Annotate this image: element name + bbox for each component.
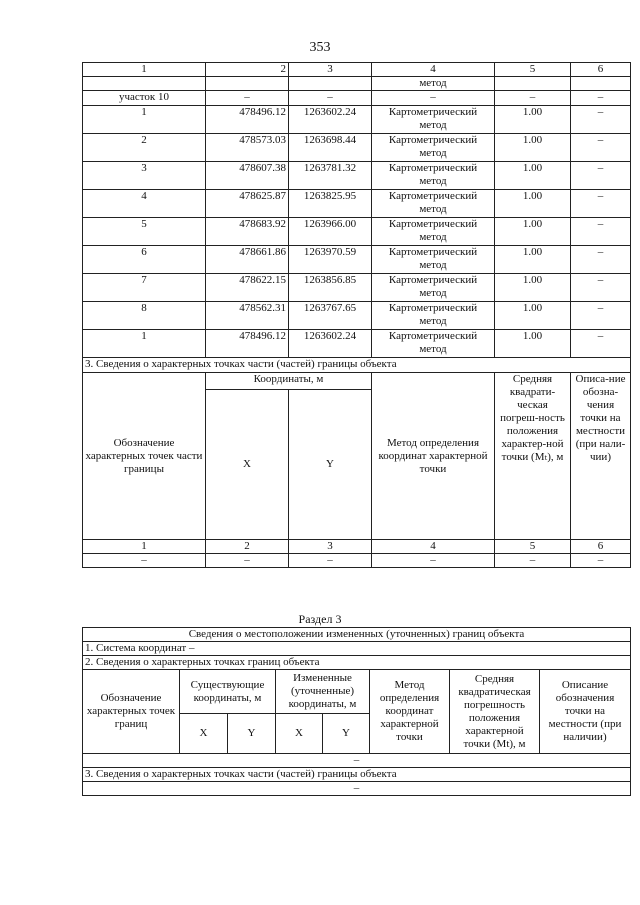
point-number: 6 xyxy=(83,246,206,274)
point-mt: 1.00 xyxy=(495,190,571,218)
point-row xyxy=(83,302,631,330)
method-line-2: метод xyxy=(419,315,447,327)
empty-cell-6: – xyxy=(571,554,631,568)
point-row xyxy=(83,274,631,302)
point-method xyxy=(372,246,495,274)
point-row xyxy=(83,330,631,358)
section-dash-2: – xyxy=(206,91,289,106)
col-num-1: 1 xyxy=(83,63,206,77)
t2-header-existing: Существующие координаты, м xyxy=(180,670,276,714)
section-dash-6: – xyxy=(571,91,631,106)
method-line-2: метод xyxy=(419,147,447,159)
method-line-2: метод xyxy=(419,287,447,299)
empty-cell-2: – xyxy=(206,554,289,568)
empty-cell-3: – xyxy=(289,554,372,568)
point-description: – xyxy=(571,302,631,330)
boundary-points-table xyxy=(82,62,631,568)
point-number: 5 xyxy=(83,218,206,246)
method-line-2: метод xyxy=(419,175,447,187)
method-line-2: метод xyxy=(419,231,447,243)
method-line-1: Картометрический xyxy=(388,106,478,118)
point-x: 478607.38 xyxy=(206,162,289,190)
point-description: – xyxy=(571,330,631,358)
point-x: 478622.15 xyxy=(206,274,289,302)
point-number: 3 xyxy=(83,162,206,190)
page-number: 353 xyxy=(309,40,331,55)
t2-header-method: Метод определения координат характерной точки xyxy=(370,670,450,754)
section3-title: 3. Сведения о характерных точках части (частей) границы объекта xyxy=(83,358,631,373)
point-method xyxy=(372,274,495,302)
header-y: Y xyxy=(289,390,372,540)
point-y: 1263767.65 xyxy=(289,302,372,330)
point-description: – xyxy=(571,190,631,218)
section-dash-4: – xyxy=(372,91,495,106)
t2-header-changed: Измененные (уточненные) координаты, м xyxy=(276,670,370,714)
method-line-2: метод xyxy=(419,259,447,271)
t2-title-row xyxy=(83,628,631,642)
section-label-row xyxy=(83,91,631,106)
point-description: – xyxy=(571,106,631,134)
empty-cell-4: – xyxy=(372,554,495,568)
section-heading: Раздел 3 xyxy=(298,612,342,626)
section-dash-3: – xyxy=(289,91,372,106)
point-description: – xyxy=(571,162,631,190)
point-y: 1263966.00 xyxy=(289,218,372,246)
point-mt: 1.00 xyxy=(495,330,571,358)
point-number: 4 xyxy=(83,190,206,218)
empty-cell-5: – xyxy=(495,554,571,568)
point-method xyxy=(372,330,495,358)
method-line-1: Картометрический xyxy=(388,162,478,174)
hdr-num-6: 6 xyxy=(571,540,631,554)
hdr-num-1: 1 xyxy=(83,540,206,554)
method-line-2: метод xyxy=(419,119,447,131)
t2-line2-row xyxy=(83,656,631,670)
point-y: 1263825.95 xyxy=(289,190,372,218)
section-dash-5: – xyxy=(495,91,571,106)
point-y: 1263602.24 xyxy=(289,106,372,134)
point-number: 1 xyxy=(83,330,206,358)
header-row-top xyxy=(83,373,631,390)
point-method xyxy=(372,162,495,190)
method-line-1: Картометрический xyxy=(388,302,478,314)
t2-line3: 3. Сведения о характерных точках части (частей) границы объекта xyxy=(83,768,631,782)
point-number: 2 xyxy=(83,134,206,162)
t2-header-y2: Y xyxy=(323,714,370,754)
point-row xyxy=(83,134,631,162)
t2-dash-1: – xyxy=(83,754,631,768)
point-mt: 1.00 xyxy=(495,162,571,190)
point-x: 478625.87 xyxy=(206,190,289,218)
method-line-1: Картометрический xyxy=(388,190,478,202)
method-line-2: метод xyxy=(419,203,447,215)
method-line-1: Картометрический xyxy=(388,246,478,258)
section3-title-row xyxy=(83,358,631,373)
point-mt: 1.00 xyxy=(495,274,571,302)
method-line-1: Картометрический xyxy=(388,274,478,286)
point-row xyxy=(83,106,631,134)
point-y: 1263781.32 xyxy=(289,162,372,190)
cont-cell-5 xyxy=(495,77,571,91)
header-mt: Средняя квадрати-ческая погреш-ность положения характер-ной точки (Mₜ), м xyxy=(495,373,571,540)
point-description: – xyxy=(571,274,631,302)
t2-dash-2: – xyxy=(83,782,631,796)
point-y: 1263970.59 xyxy=(289,246,372,274)
continuation-row xyxy=(83,77,631,91)
point-y: 1263602.24 xyxy=(289,330,372,358)
point-method xyxy=(372,302,495,330)
t2-header-mt: Средняя квадратическая погрешность положения характерной точки (Mt), м xyxy=(450,670,540,754)
t2-title: Сведения о местоположении измененных (уточненных) границ объекта xyxy=(83,628,631,642)
hdr-num-2: 2 xyxy=(206,540,289,554)
empty-cell-1: – xyxy=(83,554,206,568)
cont-cell-1 xyxy=(83,77,206,91)
point-method xyxy=(372,106,495,134)
point-mt: 1.00 xyxy=(495,302,571,330)
points-body xyxy=(83,106,631,358)
col-num-3: 3 xyxy=(289,63,372,77)
point-row xyxy=(83,218,631,246)
col-num-6: 6 xyxy=(571,63,631,77)
point-x: 478496.12 xyxy=(206,330,289,358)
col-num-4: 4 xyxy=(372,63,495,77)
method-line-1: Картометрический xyxy=(388,330,478,342)
hdr-num-3: 3 xyxy=(289,540,372,554)
hdr-num-4: 4 xyxy=(372,540,495,554)
point-x: 478496.12 xyxy=(206,106,289,134)
cont-cell-6 xyxy=(571,77,631,91)
point-x: 478683.92 xyxy=(206,218,289,246)
method-line-1: Картометрический xyxy=(388,134,478,146)
point-number: 8 xyxy=(83,302,206,330)
changed-boundaries-table xyxy=(82,627,631,796)
hdr-num-5: 5 xyxy=(495,540,571,554)
point-method xyxy=(372,190,495,218)
point-description: – xyxy=(571,134,631,162)
header-coords: Координаты, м xyxy=(206,373,372,390)
section-label: участок 10 xyxy=(83,91,206,106)
col-num-2: 2 xyxy=(206,63,289,77)
point-x: 478573.03 xyxy=(206,134,289,162)
header-number-row xyxy=(83,540,631,554)
t2-header-description: Описание обозначения точки на местности (при наличии) xyxy=(540,670,631,754)
t2-line1: 1. Система координат – xyxy=(83,642,631,656)
t2-header-designation: Обозначение характерных точек границ xyxy=(83,670,180,754)
point-mt: 1.00 xyxy=(495,246,571,274)
header-designation: Обозначение характерных точек части границы xyxy=(83,373,206,540)
point-method xyxy=(372,134,495,162)
point-row xyxy=(83,246,631,274)
t2-line1-row xyxy=(83,642,631,656)
point-number: 1 xyxy=(83,106,206,134)
point-x: 478562.31 xyxy=(206,302,289,330)
t2-header-top xyxy=(83,670,631,714)
t2-dash-row-1 xyxy=(83,754,631,768)
t2-line3-row xyxy=(83,768,631,782)
t2-dash-row-2 xyxy=(83,782,631,796)
method-line-2: метод xyxy=(419,343,447,355)
point-number: 7 xyxy=(83,274,206,302)
point-x: 478661.86 xyxy=(206,246,289,274)
col-num-5: 5 xyxy=(495,63,571,77)
point-description: – xyxy=(571,218,631,246)
header-description: Описа-ние обозна-чения точки на местности (при нали-чии) xyxy=(571,373,631,540)
cont-cell-method: метод xyxy=(372,77,495,91)
point-row xyxy=(83,190,631,218)
cont-cell-3 xyxy=(289,77,372,91)
header-x: X xyxy=(206,390,289,540)
empty-row xyxy=(83,554,631,568)
t2-line2: 2. Сведения о характерных точках границ объекта xyxy=(83,656,631,670)
point-mt: 1.00 xyxy=(495,106,571,134)
t2-header-x2: X xyxy=(276,714,323,754)
point-method xyxy=(372,218,495,246)
point-mt: 1.00 xyxy=(495,134,571,162)
point-y: 1263698.44 xyxy=(289,134,372,162)
header-method: Метод определения координат характерной точки xyxy=(372,373,495,540)
column-number-row xyxy=(83,63,631,77)
cont-cell-2 xyxy=(206,77,289,91)
t2-header-x1: X xyxy=(180,714,228,754)
t2-header-y1: Y xyxy=(228,714,276,754)
point-y: 1263856.85 xyxy=(289,274,372,302)
point-row xyxy=(83,162,631,190)
point-description: – xyxy=(571,246,631,274)
method-line-1: Картометрический xyxy=(388,218,478,230)
point-mt: 1.00 xyxy=(495,218,571,246)
